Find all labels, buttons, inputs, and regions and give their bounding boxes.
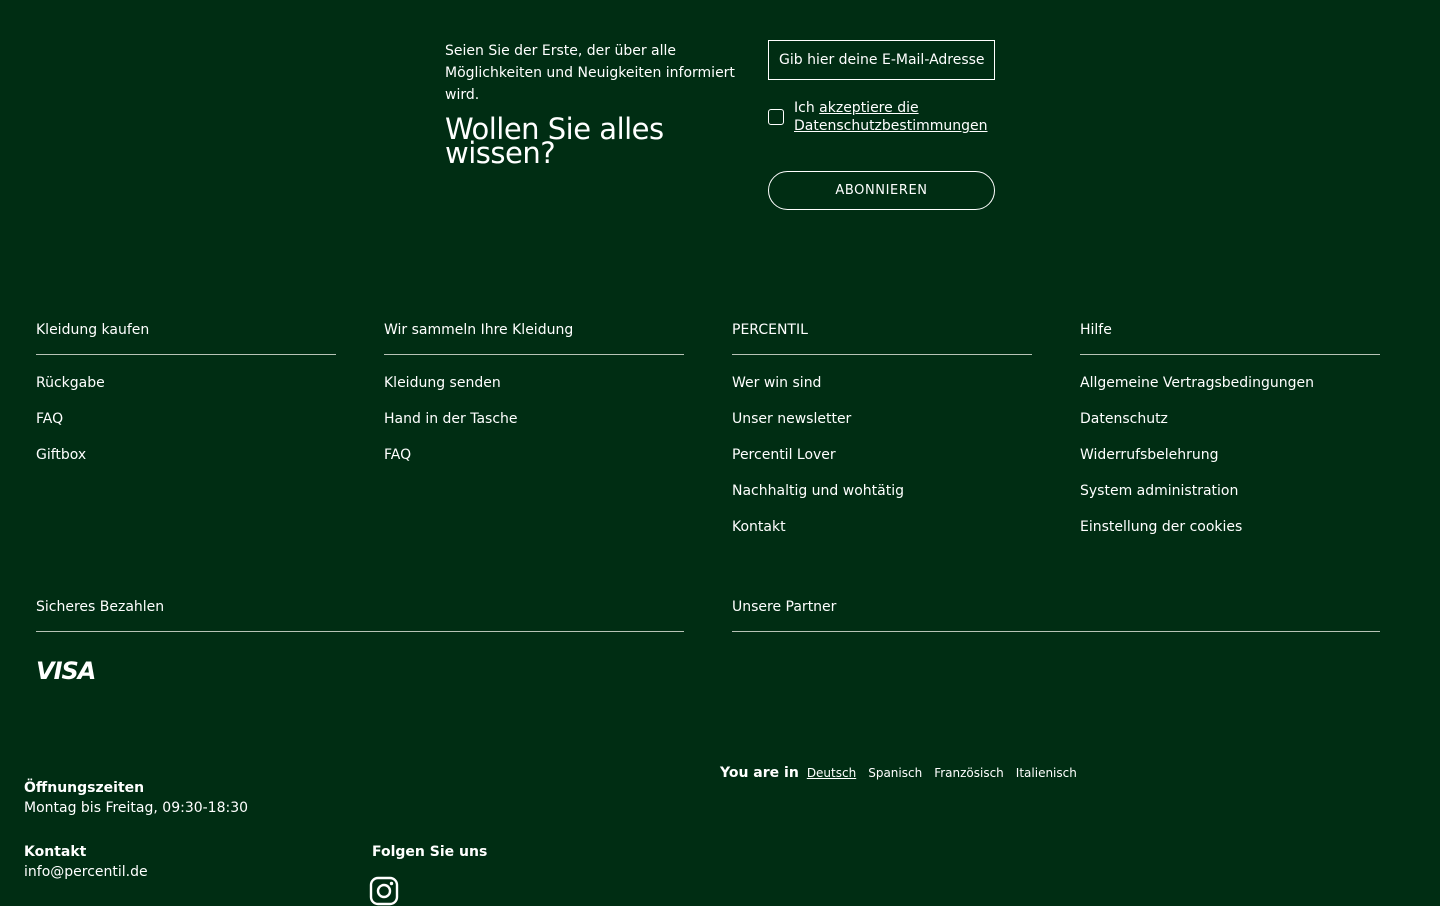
language-option-franzoesisch[interactable]: Französisch (934, 766, 1004, 780)
column-title: Kleidung kaufen (36, 318, 336, 355)
footer-link[interactable]: Hand in der Tasche (384, 411, 518, 427)
footer-link[interactable]: Einstellung der cookies (1080, 519, 1243, 535)
footer-link[interactable]: Unser newsletter (732, 411, 852, 427)
footer-link[interactable]: FAQ (384, 447, 412, 463)
partners-section (732, 595, 1380, 642)
footer-column-collect (384, 318, 684, 473)
footer-column-percentil (732, 318, 1032, 545)
footer-link[interactable]: System administration (1080, 483, 1239, 499)
opening-hours-title: Öffnungszeiten (24, 780, 145, 796)
language-label: You are in (720, 765, 799, 781)
footer-link[interactable]: Percentil Lover (732, 447, 836, 463)
footer-link[interactable]: Kontakt (732, 519, 786, 535)
language-option-spanisch[interactable]: Spanisch (868, 766, 923, 780)
newsletter-section (445, 40, 1005, 220)
footer-link[interactable]: Kleidung senden (384, 375, 501, 391)
payment-title: Sicheres Bezahlen (36, 595, 684, 632)
footer-link[interactable]: Giftbox (36, 447, 87, 463)
consent-prefix: Ich (794, 100, 815, 116)
footer-column-shop (36, 318, 336, 473)
privacy-policy-link[interactable]: akzeptiere die Datenschutzbestimmungen (794, 100, 988, 134)
contact-email[interactable]: info@percentil.de (24, 864, 148, 880)
partners-title: Unsere Partner (732, 595, 1380, 632)
column-title: Wir sammeln Ihre Kleidung (384, 318, 684, 355)
footer-link[interactable]: Nachhaltig und wohtätig (732, 483, 904, 499)
column-title: PERCENTIL (732, 318, 1032, 355)
footer-link[interactable]: Widerrufsbelehrung (1080, 447, 1219, 463)
footer-link[interactable]: FAQ (36, 411, 64, 427)
consent-text (794, 99, 1008, 135)
opening-hours (24, 778, 248, 818)
subscribe-button[interactable]: ABONNIEREN (768, 171, 995, 210)
footer-link[interactable]: Datenschutz (1080, 411, 1168, 427)
visa-logo: VISA (36, 657, 96, 685)
payment-section (36, 595, 684, 642)
social-title: Folgen Sie uns (372, 844, 488, 860)
footer-column-help (1080, 318, 1380, 545)
contact-info (24, 842, 148, 882)
opening-hours-value: Montag bis Freitag, 09:30-18:30 (24, 800, 249, 816)
footer-link[interactable]: Rückgabe (36, 375, 105, 391)
privacy-consent (768, 99, 1008, 135)
language-option-italienisch[interactable]: Italienisch (1015, 766, 1077, 780)
column-title: Hilfe (1080, 318, 1380, 355)
language-option-deutsch[interactable]: Deutsch (806, 766, 857, 780)
footer-link[interactable]: Wer win sind (732, 375, 822, 391)
newsletter-heading: Wollen Sie alles wissen? (445, 112, 664, 170)
contact-title: Kontakt (24, 844, 87, 860)
language-selector (720, 765, 1089, 781)
social-section (372, 842, 487, 862)
footer-link[interactable]: Allgemeine Vertragsbedingungen (1080, 375, 1314, 391)
instagram-icon[interactable] (369, 876, 399, 906)
email-field[interactable] (768, 40, 995, 80)
privacy-checkbox[interactable] (768, 109, 784, 125)
newsletter-text: Seien Sie der Erste, der über alle Möglichkeiten und Neuigkeiten informiert wird. (445, 43, 735, 103)
